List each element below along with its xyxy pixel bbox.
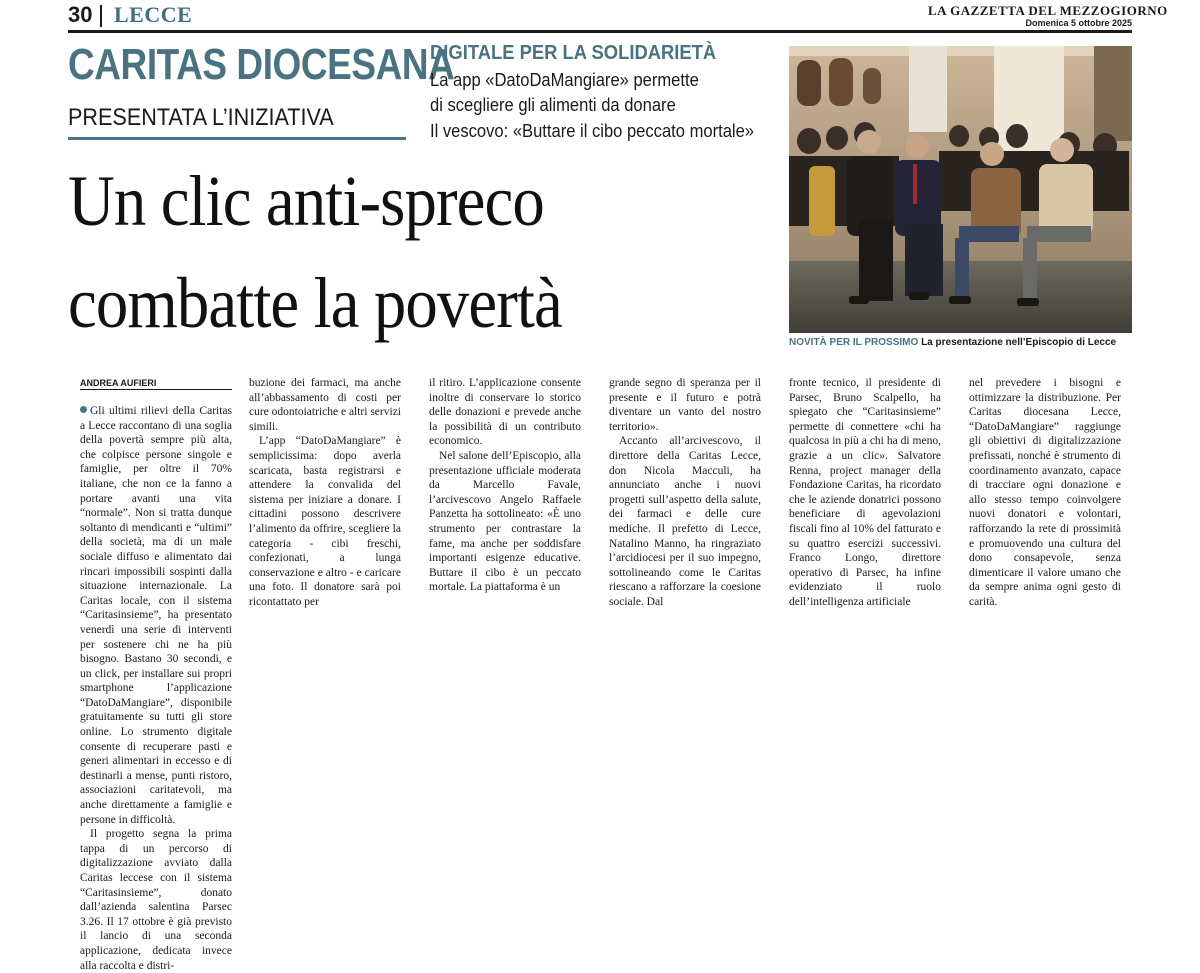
caption-text: La presentazione nell’Episcopio di Lecce — [921, 337, 1117, 348]
paragraph: buzione dei farmaci, ma anche all’abbassamento di costi per cure odontoiatriche e altri servizi simili. — [249, 377, 401, 433]
headline-line-2: combatte la povertà — [68, 263, 562, 343]
article-column-1 — [80, 404, 232, 973]
page-number-divider — [100, 5, 102, 27]
byline-rule — [80, 389, 232, 390]
newspaper-masthead: LA GAZZETTA DEL MEZZOGIORNO — [928, 3, 1168, 18]
page-number: 30 — [68, 2, 93, 27]
deck-line: La app «DatoDaMangiare» permette — [430, 70, 699, 90]
kicker-title: CARITAS DIOCESANA — [68, 40, 455, 89]
photo-illustration — [789, 46, 1132, 333]
section-name: LECCE — [114, 2, 193, 27]
deck-heading: DIGITALE PER LA SOLIDARIETÀ — [430, 42, 717, 64]
paragraph: Nel salone dell’Episcopio, alla presentazione ufficiale moderata da Marcello Favale, l’arcivescovo Angelo Raffaele Panzetta ha sottolineato: «È uno strumento per contrastare la fame, ma anche per soddisfare importanti esigenze educative. Buttare il cibo è un peccato mortale. La piattaforma è un — [429, 449, 581, 594]
byline: ANDREA AUFIERI — [80, 378, 157, 388]
headline-line-1: Un clic anti-spreco — [68, 161, 544, 241]
paragraph: grande segno di speranza per il presente e il futuro e potrà diventare un vanto del nostro territorio». — [609, 377, 761, 433]
article-column-6 — [969, 376, 1121, 610]
photo-caption — [789, 337, 1132, 348]
bullet-icon — [80, 406, 87, 413]
paragraph: il ritiro. L’applicazione consente inoltre di conservare lo storico delle donazioni e prevede anche la possibilità di un contributo economico. — [429, 377, 581, 448]
deck-line: Il vescovo: «Buttare il cibo peccato mortale» — [430, 121, 755, 141]
header-rule — [68, 30, 1132, 33]
paragraph: fronte tecnico, il presidente di Parsec, Bruno Scalpello, ha spiegato che “Caritasinsieme” permette di connettere «chi ha qualcosa in più a chi ha di meno, grazie a un clic». Salvatore Renna, project manager della Fondazione Caritas, ha ricordato che le aziende donatrici possono beneficiare di agevolazioni fiscali fino al 10% del fatturato e su quattro esercizi successivi. Franco Longo, direttore operativo di Parsec, ha infine evidenziato il ruolo dell’intelligenza artificiale — [789, 377, 941, 608]
article-column-5 — [789, 376, 941, 610]
paragraph: Il progetto segna la prima tappa di un percorso di digitalizzazione avviato dalla Caritas leccese con il sistema “Caritasinsieme”, donato dall’azienda salentina Parsec 3.26. Il 17 ottobre è già previsto il lancio di una seconda applicazione, dedicata invece alla raccolta e distri- — [80, 828, 232, 972]
kicker-rule — [68, 137, 406, 140]
deck-line: di scegliere gli alimenti da donare — [430, 95, 676, 115]
paragraph-text: Gli ultimi rilievi della Caritas a Lecce raccontano di una soglia della povertà sempre più alta, che colpisce persone singole e famiglie, per oltre il 70% italiane, che non ce la fanno a portare avanti una vita “normale”. Non si tratta dunque soltanto di mendicanti e “ultimi” della società, ma di un male sociale diffuso e alimentato dai rincari impossibili sospinti dalla situazione internazionale. La Caritas locale, con il sistema “Caritasinsieme”, ha presentato venerdì una serie di interventi per sostenere chi ne ha più bisogno. Bastano 30 secondi, e un click, per installare sui propri smartphone l’applicazione “DatoDaMangiare”, disponibile gratuitamente su tutti gli store online. Lo strumento digitale consente di recuperare pasti e generi alimentari in eccesso e di destinarli a mense, punti ristoro, associazioni caritatevoli, ma anche direttamente a famiglie e persone in difficoltà. — [80, 405, 232, 826]
paragraph: Accanto all’arcivescovo, il direttore della Caritas Lecce, don Nicola Macculi, ha annunciato anche i nuovi progetti sull’aspetto della salute, dei farmaci e delle cure mediche. Il prefetto di Lecce, Natalino Manno, ha ringraziato l’arcidiocesi per il suo impegno, sottolineando come le Caritas riescano a rafforzare la coesione sociale. Dal — [609, 435, 761, 608]
caption-label: NOVITÀ PER IL PROSSIMO — [789, 337, 919, 348]
article-column-3 — [429, 376, 581, 595]
article-column-2 — [249, 376, 401, 610]
paragraph: nel prevedere i bisogni e ottimizzare la distribuzione. Per Caritas diocesana Lecce, “DatoDaMangiare” raggiunge gli obiettivi di digitalizzazione prefissati, nonché è strumento di coordinamento avanzato, capace di tracciare ogni donazione e allo stesso tempo coinvolgere nuovi donatori e volontari, rafforzando la rete di prossimità e promuovendo una cultura del dono consapevole, senza dimenticare il valore umano che da sempre anima ogni gesto di carità. — [969, 377, 1121, 608]
issue-date: Domenica 5 ottobre 2025 — [1025, 18, 1132, 28]
paragraph — [80, 404, 232, 827]
paragraph: L’app “DatoDaMangiare” è semplicissima: dopo averla scaricata, basta registrarsi e attendere la convalida del sistema per iniziare a donare. I cittadini possono descrivere l’alimento da offrire, scegliere la categoria - cibi freschi, confezionati, a lunga conservazione e altro - e caricare una foto. Il donatore sarà poi ricontattato per — [249, 435, 401, 608]
article-photo — [789, 46, 1132, 333]
kicker-subtitle: PRESENTATA L’INIZIATIVA — [68, 104, 334, 131]
article-column-4 — [609, 376, 761, 610]
